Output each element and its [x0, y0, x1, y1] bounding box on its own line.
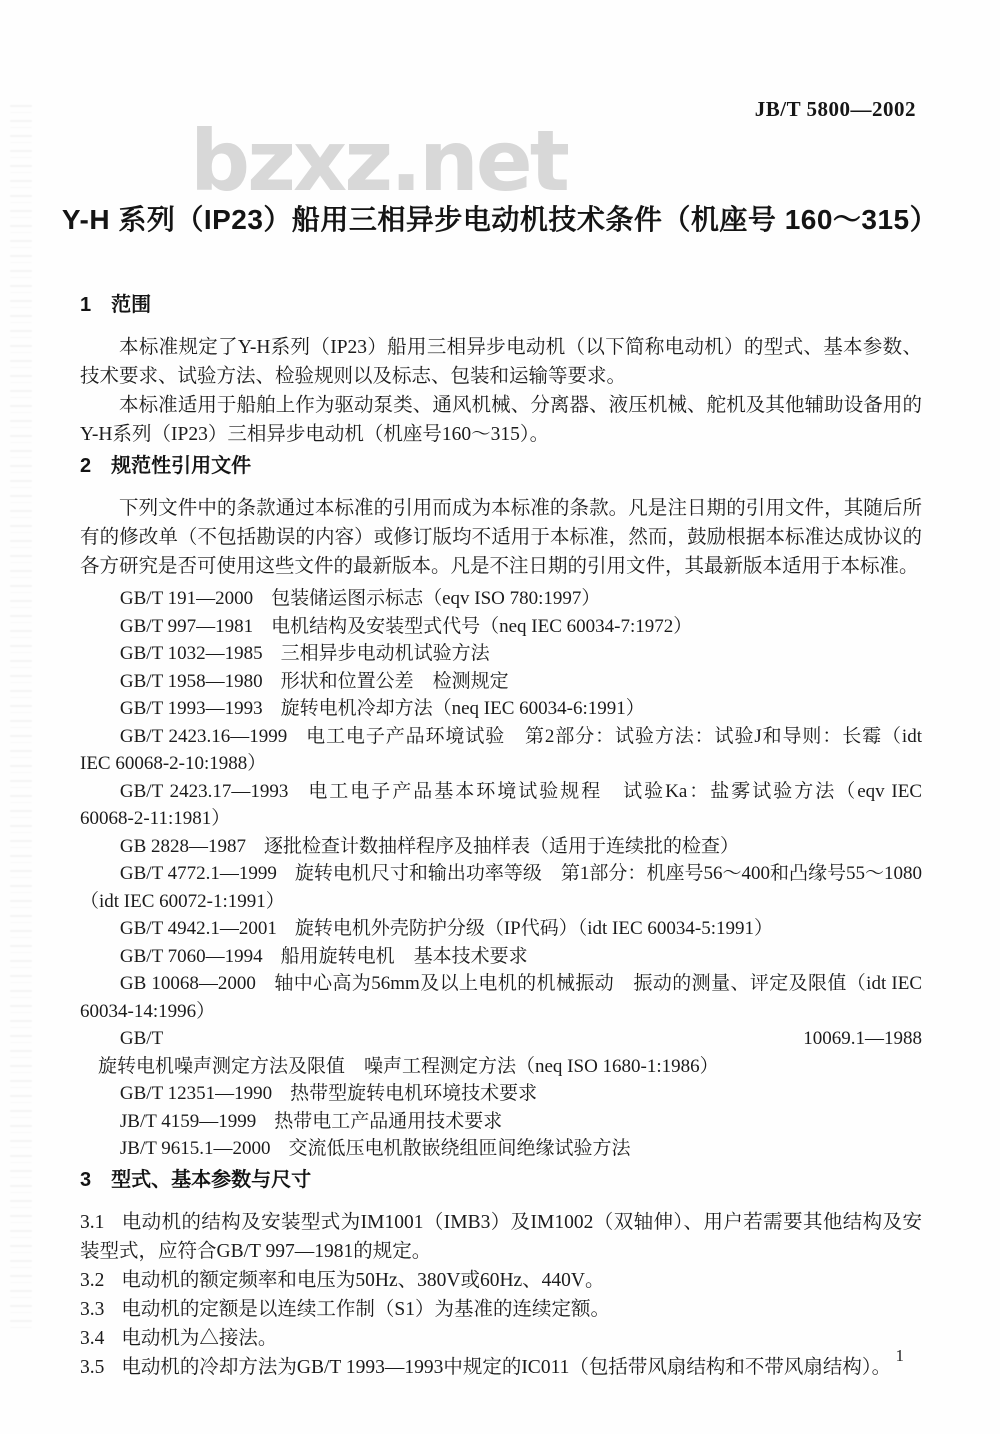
section-number: 1: [80, 294, 92, 316]
clause-number: 3.2: [80, 1269, 105, 1291]
reference-code: GB/T 12351—1990: [119, 1083, 273, 1104]
reference-item: [80, 860, 922, 915]
reference-item: [80, 723, 922, 778]
reference-code: GB/T 7060—1994: [119, 945, 263, 967]
reference-title: 电工电子产品基本环境试验规程 试验Ka：盐雾试验方法（eqv IEC 60068-2-11:1981）: [80, 780, 923, 829]
reference-code: JB/T 4159—1999: [119, 1110, 257, 1132]
reference-title: 交流低压电机散嵌绕组匝间绝缘试验方法: [288, 1138, 631, 1159]
reference-title: 电工电子产品环境试验 第2部分：试验方法：试验J和导则：长霉（idt IEC 60068-2-10:1988）: [80, 725, 922, 774]
page-title: Y-H 系列（IP23）船用三相异步电动机技术条件（机座号 160～315）: [61, 204, 939, 235]
reference-title: 船用旋转电机 基本技术要求: [280, 945, 528, 967]
reference-title: 电机结构及安装型式代号（neq IEC 60034-7:1972）: [271, 615, 693, 637]
clause-number: 3.3: [80, 1298, 105, 1320]
reference-code: GB/T 2423.17—1993: [119, 780, 289, 802]
clause-number: 3.1: [80, 1211, 105, 1233]
reference-code: GB/T 191—2000: [119, 588, 254, 609]
reference-title: 形状和位置公差 检测规定: [280, 670, 509, 692]
section-title: 规范性引用文件: [111, 455, 252, 477]
reference-list: [80, 585, 922, 1163]
reference-item: [80, 1135, 922, 1163]
reference-item: [80, 585, 922, 613]
reference-title: 逐批检查计数抽样程序及抽样表（适用于连续批的检查）: [264, 835, 740, 857]
reference-code: GB/T 1958—1980: [119, 670, 263, 692]
paragraph: 本标准适用于船舶上作为驱动泵类、通风机械、分离器、液压机械、舵机及其他辅助设备用的Y-H系列（IP23）三相异步电动机（机座号160～315）。: [80, 395, 922, 445]
reference-item: [80, 1080, 922, 1108]
reference-item: [80, 778, 922, 833]
reference-item: [80, 1025, 922, 1080]
section-1-heading: [80, 288, 922, 317]
clause-text: 电动机的额定频率和电压为50Hz、380V或60Hz、440V。: [121, 1269, 605, 1291]
reference-title: 旋转电机外壳防护分级（IP代码）（idt IEC 60034-5:1991）: [294, 918, 773, 939]
reference-code: GB/T 10069.1—1988: [119, 1028, 922, 1049]
section-2-heading: [80, 449, 922, 478]
clause-text: 电动机为△接法。: [121, 1327, 278, 1349]
section-number: 2: [80, 455, 92, 477]
reference-title: 热带型旋转电机环境技术要求: [290, 1083, 538, 1104]
reference-code: GB/T 4942.1—2001: [119, 918, 277, 939]
reference-item: [80, 640, 922, 668]
reference-title: 旋转电机尺寸和输出功率等级 第1部分：机座号56～400和凸缘号55～1080（idt IEC 60072-1:1991）: [80, 863, 922, 912]
clause-item: [80, 1324, 922, 1353]
clause-item: [80, 1266, 922, 1295]
reference-code: JB/T 9615.1—2000: [119, 1138, 271, 1159]
section-3-heading: [80, 1163, 922, 1192]
reference-title: 轴中心高为56mm及以上电机的机械振动 振动的测量、评定及限值（idt IEC 60034-14:1996）: [80, 973, 922, 1022]
reference-item: [80, 943, 922, 971]
reference-item: [80, 833, 922, 861]
reference-code: GB/T 2423.16—1999: [119, 725, 288, 747]
clause-item: [80, 1295, 922, 1324]
reference-title: 热带电工产品通用技术要求: [274, 1110, 503, 1132]
page-number: 1: [895, 1346, 904, 1365]
reference-item: [80, 613, 922, 641]
clause-text: 电动机的冷却方法为GB/T 1993—1993中规定的IC011（包括带风扇结构和不带风扇结构）。: [121, 1356, 892, 1378]
reference-title: 旋转电机噪声测定方法及限值 噪声工程测定方法（neq ISO 1680-1:1986）: [98, 1055, 719, 1077]
reference-code: GB/T 997—1981: [119, 615, 254, 637]
document-body: [80, 288, 922, 1382]
clause-item: [80, 1353, 922, 1382]
reference-item: [80, 915, 922, 943]
clause-number: 3.5: [80, 1356, 105, 1378]
scan-artifacts: [10, 105, 32, 1335]
reference-code: GB 2828—1987: [119, 835, 247, 857]
reference-code: GB/T 1032—1985: [119, 643, 263, 664]
clause-list: [80, 1208, 922, 1382]
reference-title: 三相异步电动机试验方法: [280, 643, 490, 664]
reference-code: GB 10068—2000: [119, 973, 256, 994]
section-title: 型式、基本参数与尺寸: [111, 1168, 312, 1191]
reference-item: [80, 668, 922, 696]
reference-title: 包装储运图示标志（eqv ISO 780:1997）: [271, 588, 601, 609]
reference-item: [80, 695, 922, 723]
reference-item: [80, 1108, 922, 1136]
reference-title: 旋转电机冷却方法（neq IEC 60034-6:1991）: [280, 698, 645, 719]
paragraph: 下列文件中的条款通过本标准的引用而成为本标准的条款。凡是注日期的引用文件，其随后所有的修改单（不包括勘误的内容）或修订版均不适用于本标准，然而，鼓励根据本标准达成协议的各方研究是否可使用这些文件的最新版本。凡是不注日期的引用文件，其最新版本适用于本标准。: [80, 498, 922, 577]
paragraph: 本标准规定了Y-H系列（IP23）船用三相异步电动机（以下简称电动机）的型式、基本参数、技术要求、试验方法、检验规则以及标志、包装和运输等要求。: [80, 337, 922, 387]
watermark-text: bzxz.net: [190, 112, 567, 210]
clause-text: 电动机的定额是以连续工作制（S1）为基准的连续定额。: [121, 1298, 610, 1320]
clause-number: 3.4: [80, 1327, 105, 1349]
document-number: JB/T 5800—2002: [754, 97, 916, 121]
clause-text: 电动机的结构及安装型式为IM1001（IMB3）及IM1002（双轴伸）、用户若需要其他结构及安装型式，应符合GB/T 997—1981的规定。: [80, 1211, 922, 1262]
section-number: 3: [80, 1168, 92, 1191]
reference-code: GB/T 1993—1993: [119, 698, 263, 719]
clause-item: [80, 1208, 922, 1266]
reference-item: [80, 970, 922, 1025]
reference-code: GB/T 4772.1—1999: [119, 863, 277, 884]
section-title: 范围: [111, 294, 152, 316]
